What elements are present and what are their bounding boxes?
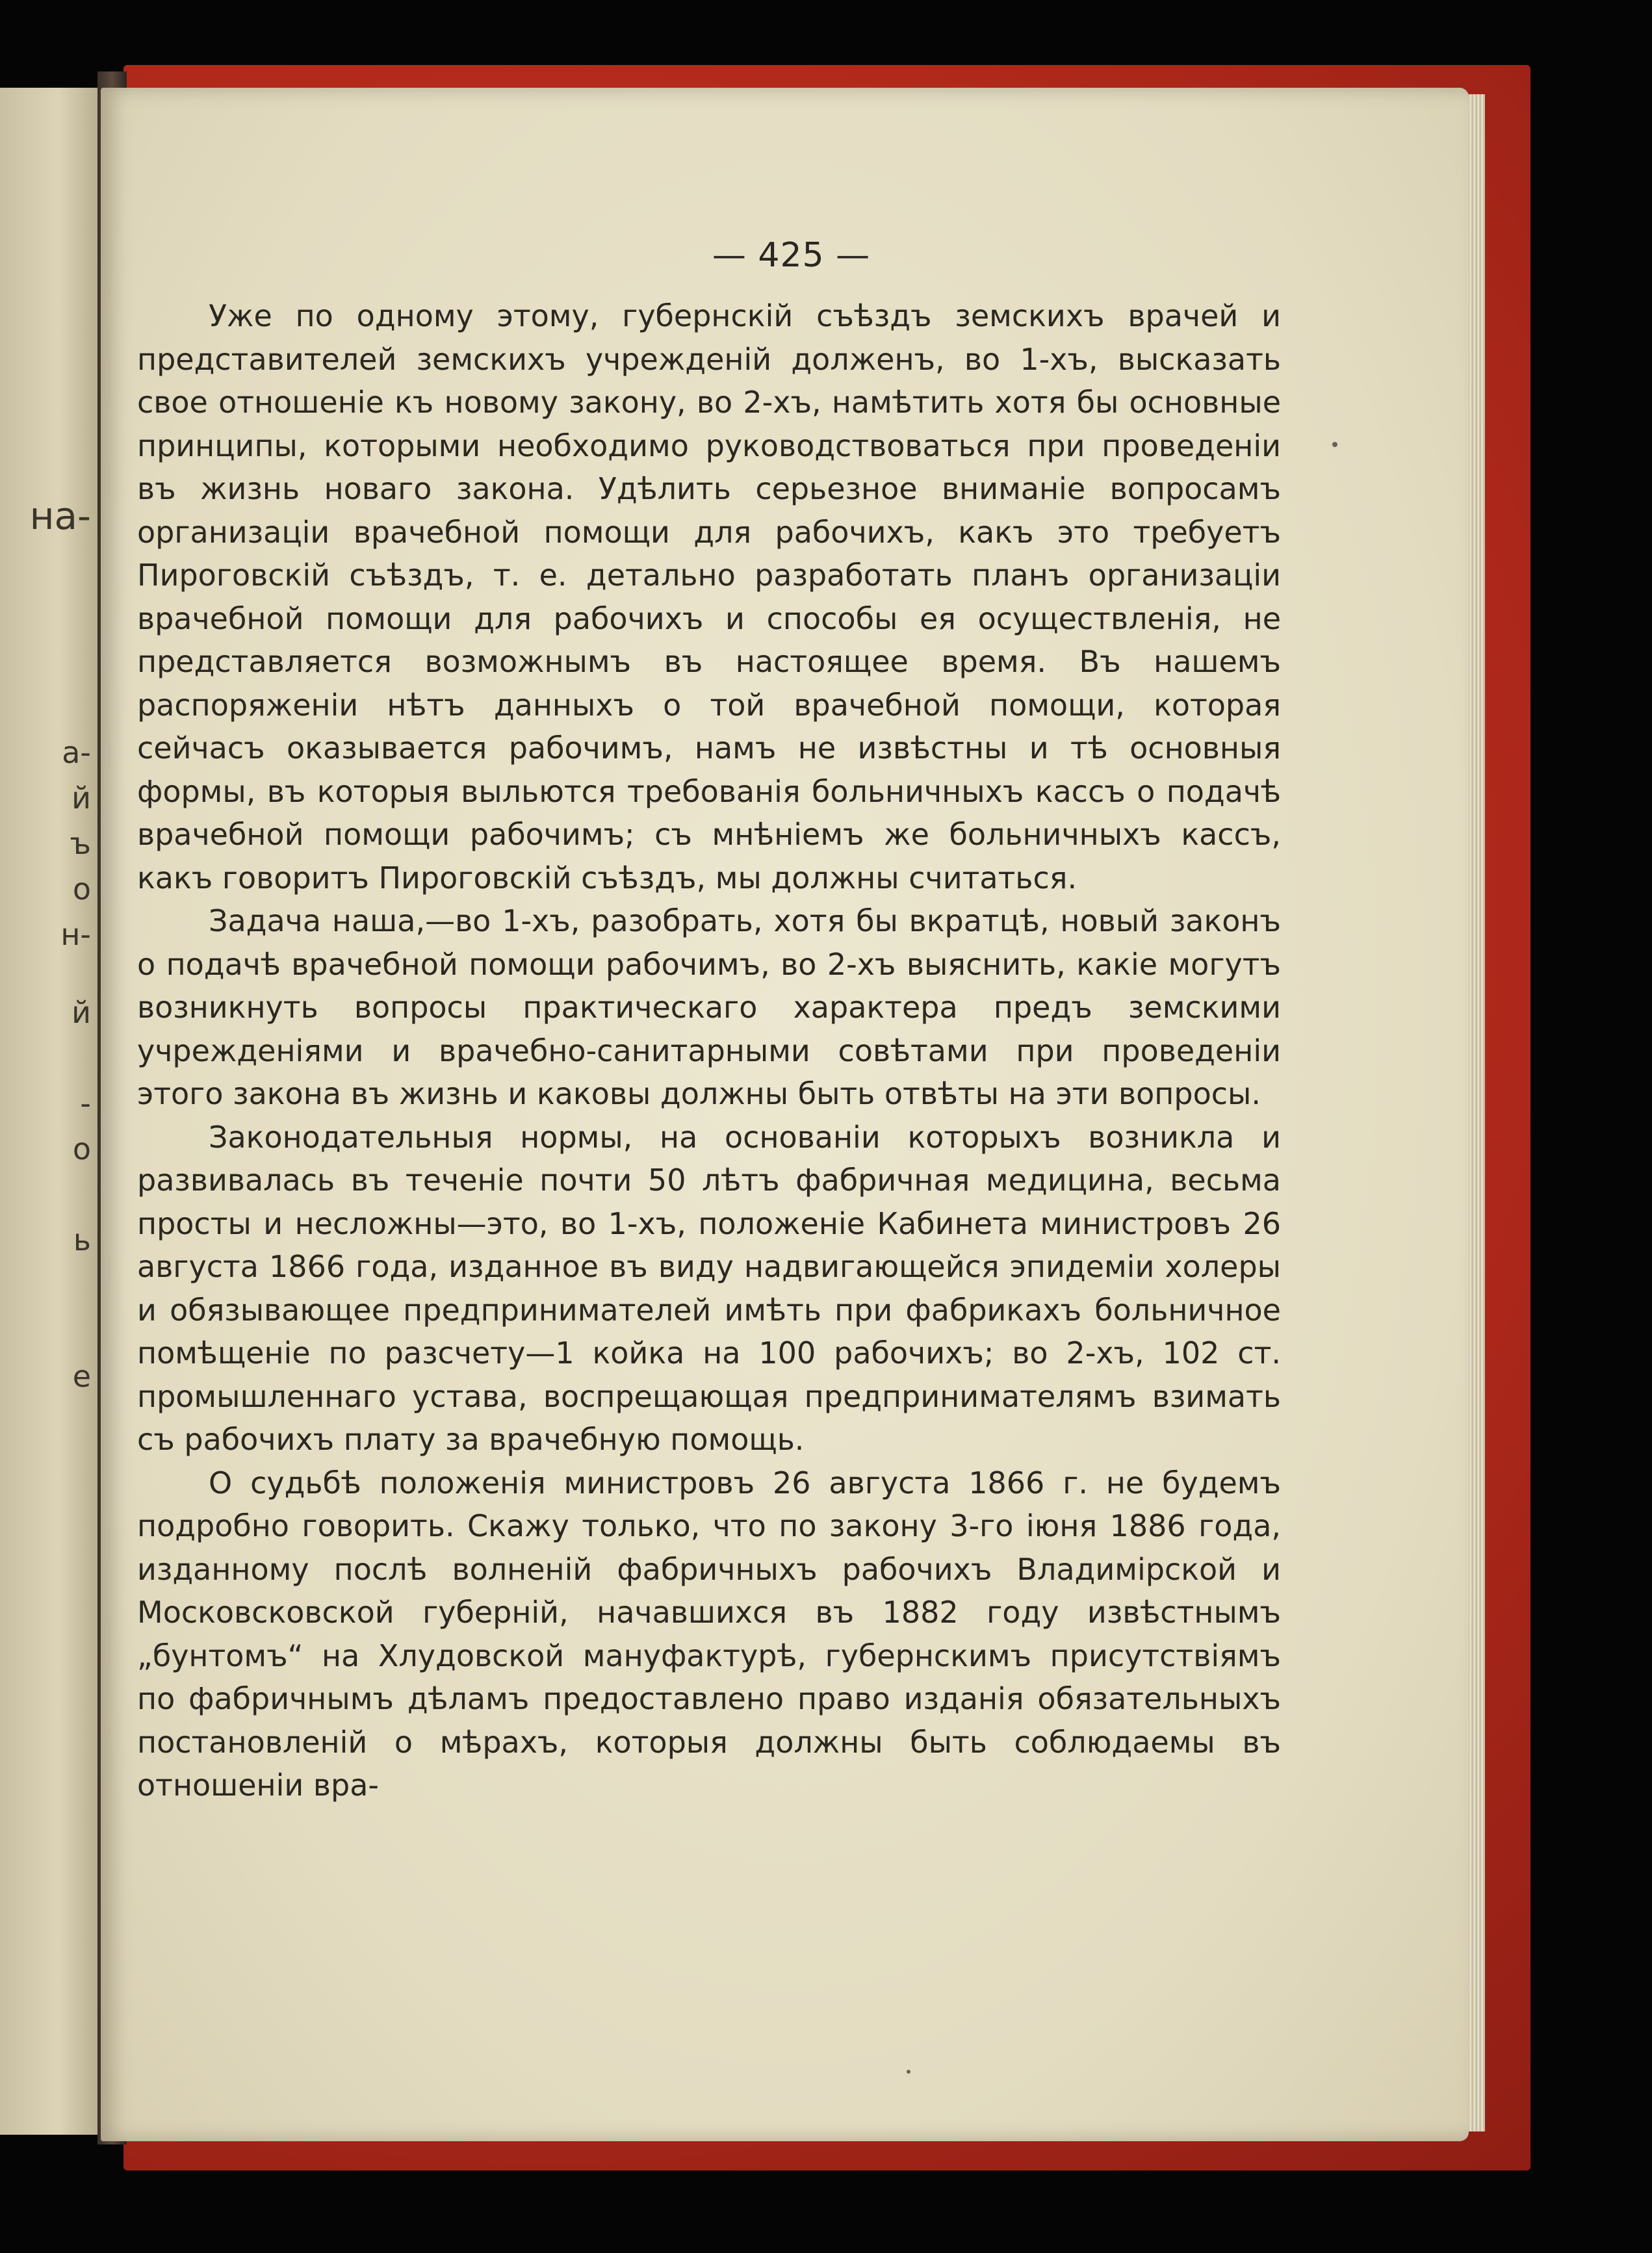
facing-page-fragment: ъ bbox=[70, 826, 91, 861]
paragraph: Задача наша,—во 1-хъ, разобрать, хотя бы вкратцѣ, новый законъ о подачѣ врачебной помощи рабочимъ, во 2-хъ выяснить, какіе могутъ возникнуть вопросы практическаго характера предъ земскими учрежденіями и врачебно-санитарными совѣтами при проведеніи этого закона въ жизнь и каковы должны быть отвѣты на эти вопросы. bbox=[137, 903, 1281, 1111]
facing-page-fragment: ь bbox=[73, 1222, 91, 1257]
paper-speck bbox=[907, 2070, 910, 2074]
facing-page-fragment: - bbox=[80, 1086, 91, 1121]
facing-page-fragment: на- bbox=[29, 494, 91, 538]
facing-page-fragment: й bbox=[71, 995, 91, 1030]
paragraph: О судьбѣ положенія министровъ 26 августа 1866 г. не будемъ подробно говорить. Скажу только, что по закону 3-го іюня 1886 года, изданному послѣ волненій фабричныхъ рабочихъ Владимірской и Московсковской губерній, начавшихся въ 1882 году извѣстнымъ „бунтомъ“ на Хлудовской мануфактурѣ, губернскимъ присутствіямъ по фабричнымъ дѣламъ предоставлено право изданія обязательныхъ постановленій о мѣрахъ, которыя должны быть соблюдаемы въ отношеніи вра- bbox=[137, 1465, 1281, 1803]
facing-page-fragment: н- bbox=[60, 917, 91, 952]
paper-speck bbox=[1332, 442, 1337, 447]
facing-page-fragment: й bbox=[71, 780, 91, 816]
facing-page-fragment: о bbox=[72, 1131, 91, 1166]
facing-page-edge bbox=[0, 88, 97, 2135]
facing-page-fragment: о bbox=[72, 871, 91, 907]
body-text bbox=[137, 294, 1281, 1807]
book-page bbox=[101, 88, 1469, 2141]
facing-page-fragment: а- bbox=[62, 735, 91, 770]
paragraph: Уже по одному этому, губернскій съѣздъ земскихъ врачей и представителей земскихъ учрежденій долженъ, во 1-хъ, высказать свое отношеніе къ новому закону, во 2-хъ, намѣтить хотя бы основные принципы, которыми необходимо руководствоваться при проведеніи въ жизнь новаго закона. Удѣлить серьезное вниманіе вопросамъ организаціи врачебной помощи для рабочихъ, какъ это требуетъ Пироговскій съѣздъ, т. е. детально разработать планъ организаціи врачебной помощи для рабочихъ и способы ея осуществленія, не представляется возможнымъ въ настоящее время. Въ нашемъ распоряженіи нѣтъ данныхъ о той врачебной помощи, которая сейчасъ оказывается рабочимъ, намъ не извѣстны и тѣ основныя формы, въ которыя выльются требованія больничныхъ кассъ о подачѣ врачебной помощи рабочимъ; съ мнѣніемъ же больничныхъ кассъ, какъ говоритъ Пироговскій съѣздъ, мы должны считаться. bbox=[137, 298, 1281, 895]
page-number: — 425 — bbox=[712, 236, 871, 275]
paragraph: Законодательныя нормы, на основаніи которыхъ возникла и развивалась въ теченіе почти 50 лѣтъ фабричная медицина, весьма просты и несложны—это, во 1-хъ, положеніе Кабинета министровъ 26 августа 1866 года, изданное въ виду надвигающейся эпидеміи холеры и обязывающее предпринимателей имѣть при фабрикахъ больничное помѣщеніе по разсчету—1 койка на 100 рабочихъ; во 2-хъ, 102 ст. промышленнаго устава, воспрещающая предпринимателямъ взимать съ рабочихъ плату за врачебную помощь. bbox=[137, 1119, 1281, 1457]
facing-page-text-fragments bbox=[0, 88, 91, 2135]
facing-page-fragment: е bbox=[72, 1359, 91, 1394]
